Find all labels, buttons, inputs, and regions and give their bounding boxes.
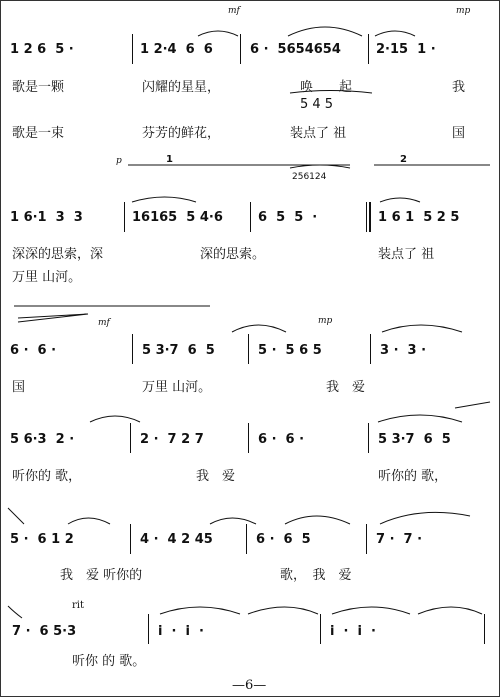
notes-m1: 1 6·1 3 3 <box>10 210 83 225</box>
barline <box>130 524 131 554</box>
lyric: 深的思索。 <box>200 247 266 262</box>
barline <box>370 334 371 364</box>
lyric: 我 爱 <box>326 380 366 395</box>
notes-m4: 1 6 1 5 2 5 <box>378 210 460 225</box>
barline <box>320 614 321 644</box>
barline <box>248 423 249 453</box>
notes-m1: 1 2 6 5 · <box>10 42 74 57</box>
barline <box>246 524 247 554</box>
page-number: —6— <box>232 678 267 693</box>
lyric: 万里 山河。 <box>142 380 212 395</box>
repeat-barline <box>366 202 367 232</box>
lyric: 深深的思索，深 <box>12 247 104 262</box>
dynamic-mp: mp <box>318 316 333 326</box>
lyric: 我 爱 <box>196 469 236 484</box>
notes-m1: 7 · 6 5·3 <box>12 624 77 639</box>
notes-m2: 4 · 4 2 45 <box>140 532 213 547</box>
notes-m4: 5 3·7 6 5 <box>378 432 451 447</box>
barline <box>148 614 149 644</box>
repeat-barline <box>369 202 371 232</box>
notes-m3: 6 · 6 · <box>258 432 305 447</box>
volta-1: 1 <box>166 154 173 165</box>
volta-2: 2 <box>400 154 407 165</box>
barline <box>366 524 367 554</box>
notes-m2: i · i · <box>158 624 204 639</box>
barline <box>124 202 125 232</box>
lyric: 我 爱 听你的 <box>60 568 143 583</box>
lyric: 我 <box>452 80 466 95</box>
lyric: 装点了 祖 <box>378 247 435 262</box>
notes-m1: 5 6·3 2 · <box>10 432 75 447</box>
lyric: 唤 起 <box>300 80 353 95</box>
notes-m3: 6 5 5 · <box>258 210 318 225</box>
lyric: 歌， 我 爱 <box>280 568 352 583</box>
lyric: 听你 的 歌。 <box>72 654 146 669</box>
dynamic-mf: mf <box>98 318 110 328</box>
lyric: 万里 山河。 <box>12 270 82 285</box>
barline <box>368 423 369 453</box>
dynamic-mp: mp <box>456 6 471 16</box>
lyric: 听你的 歌， <box>378 469 448 484</box>
notes-m4: 3 · 3 · <box>380 343 427 358</box>
lyric: 国 <box>452 126 466 141</box>
notes-m4: 2·15 1 · <box>376 42 436 57</box>
notes-m3: 6 · 5654654 <box>250 42 341 57</box>
lyric: 听你的 歌， <box>12 469 82 484</box>
ritardando-mark: rit <box>72 600 84 611</box>
barline <box>250 202 251 232</box>
barline <box>132 334 133 364</box>
barline <box>368 34 369 64</box>
lyric: 歌是一束 <box>12 126 65 141</box>
notes-m4: 7 · 7 · <box>376 532 423 547</box>
barline <box>248 334 249 364</box>
barline <box>240 34 241 64</box>
dynamic-p: p <box>116 156 122 166</box>
notes-m1: 6 · 6 · <box>10 343 57 358</box>
notes-m2: 2 · 7 2 7 <box>140 432 204 447</box>
notes-m1: 5 · 6 1 2 <box>10 532 74 547</box>
notes-m3: 6 · 6 5 <box>256 532 311 547</box>
notes-m2: 16165 5 4·6 <box>132 210 223 225</box>
notes-m2: 1 2·4 6 6 <box>140 42 213 57</box>
lyric: 歌是一颗 <box>12 80 65 95</box>
notes-m3: 5 · 5 6 5 <box>258 343 322 358</box>
alt-notes: 5 4 5 <box>300 97 334 112</box>
lyric: 芬芳的鲜花， <box>142 126 221 141</box>
final-barline <box>484 614 485 644</box>
barline <box>130 423 131 453</box>
notes-m3: i · i · <box>330 624 376 639</box>
barline <box>132 34 133 64</box>
dynamic-mf: mf <box>228 6 240 16</box>
notes-m2: 5 3·7 6 5 <box>142 343 215 358</box>
lyric: 装点了 祖 <box>290 126 347 141</box>
alt-notes: 256124 <box>292 172 327 182</box>
lyric: 国 <box>12 380 26 395</box>
lyric: 闪耀的星星， <box>142 80 221 95</box>
